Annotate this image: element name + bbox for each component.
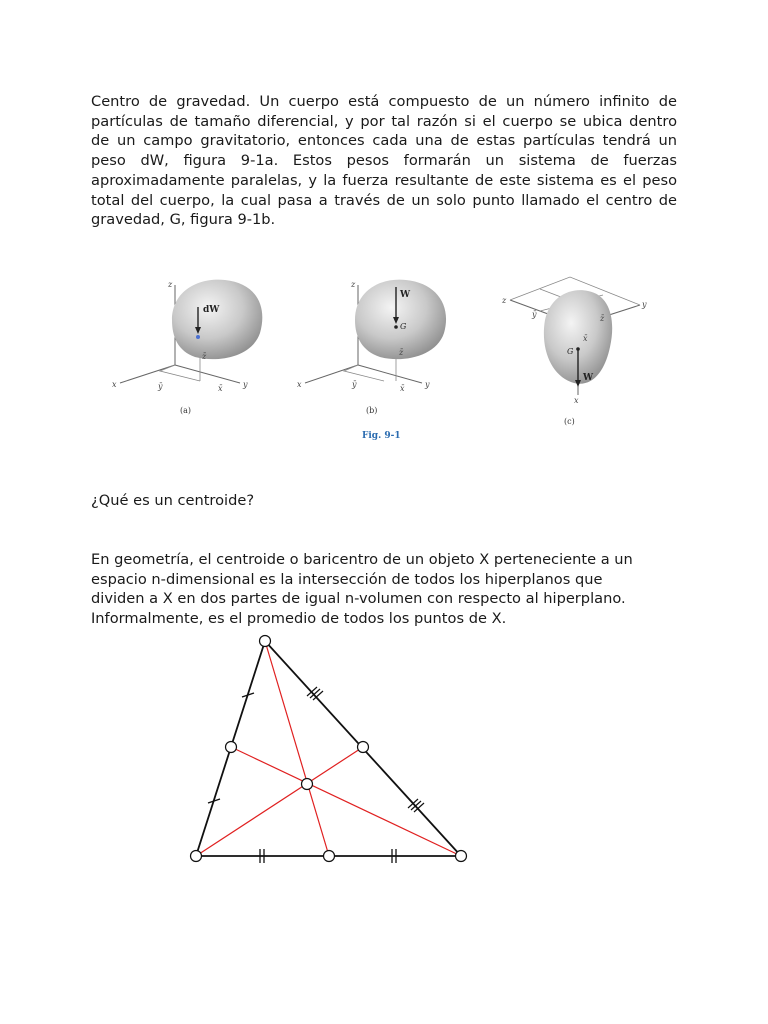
text-line: partículas de tamaño diferencial, y por tal razón si el cuerpo se ubica dentro — [91, 112, 677, 130]
panel-a — [112, 280, 262, 415]
midpoint-point — [358, 742, 369, 753]
axis-label-z: z — [502, 296, 507, 305]
panel-b — [297, 280, 446, 415]
text-line: gravedad, G, figura 9-1b. — [91, 211, 276, 229]
median-line — [196, 747, 363, 856]
force-label: W — [583, 373, 594, 383]
text-line: espacio n-dimensional es la intersección de todos los hiperplanos que — [91, 570, 603, 588]
triangle-centroid-diagram — [180, 630, 480, 870]
text-line: total del cuerpo, la cual pasa a través de un solo punto llamado el centro de — [91, 191, 677, 209]
axis-label-y: y — [642, 300, 647, 309]
text-line: aproximadamente paralelas, y la fuerza resultante de este sistema es el peso — [91, 171, 677, 189]
centroid-point — [302, 779, 313, 790]
vertex-point — [191, 851, 202, 862]
point-label: G — [567, 347, 574, 356]
axis-label-y: y — [425, 380, 430, 389]
axis-label-x: x — [297, 380, 302, 389]
paragraph-centroide — [91, 550, 677, 629]
panel-label: (a) — [180, 406, 192, 415]
axis-label-ybar: ȳ — [352, 380, 357, 389]
text-line: En geometría, el centroide o baricentro de un objeto X perteneciente a un — [91, 551, 633, 568]
axis-label-zbar: z̄ — [202, 352, 207, 361]
axis-label-xbar: x̄ — [400, 384, 405, 393]
text-line: de un campo gravitatorio, entonces cada una de estas partículas tendrá un — [91, 132, 677, 150]
axis-label-zbar: z̄ — [600, 314, 605, 323]
paragraph-centro-de-gravedad — [91, 92, 677, 230]
force-label: W — [400, 290, 411, 300]
axis-label-x: x — [574, 396, 579, 405]
text-line: Informalmente, es el promedio de todos los puntos de X. — [91, 610, 507, 628]
midpoint-point — [226, 742, 237, 753]
text-line: Centro de gravedad. Un cuerpo está compuesto de un número infinito de — [91, 93, 677, 110]
text-line: peso dW, figura 9-1a. Estos pesos formarán un sistema de fuerzas — [91, 152, 677, 170]
panel-c — [501, 277, 647, 426]
axis-label-ybar: ȳ — [158, 382, 163, 391]
rigid-body-blob — [172, 280, 262, 360]
median-line — [265, 641, 329, 856]
axis-label-z: z — [168, 280, 173, 289]
axis-label-xbar: x̄ — [218, 384, 223, 393]
axis-label-y: y — [243, 380, 248, 389]
axis-label-z: z — [351, 280, 356, 289]
text-line: dividen a X en dos partes de igual n-volumen con respecto al hiperplano. — [91, 590, 626, 608]
question-heading: ¿Qué es un centroide? — [91, 492, 255, 509]
midpoint-point — [324, 851, 335, 862]
vertex-point — [456, 851, 467, 862]
axis-label-x: x — [112, 380, 117, 389]
figure-9-1 — [100, 265, 660, 450]
point-label: G — [400, 322, 407, 331]
panel-label: (b) — [366, 406, 378, 415]
force-label: dW — [203, 305, 220, 315]
vertex-point — [260, 636, 271, 647]
median-line — [231, 747, 461, 856]
panel-label: (c) — [564, 417, 575, 426]
axis-label-ybar: ȳ — [532, 310, 537, 319]
axis-label-xbar: x̄ — [583, 334, 588, 343]
figure-caption: Fig. 9-1 — [362, 431, 401, 441]
axis-label-zbar: z̄ — [399, 348, 404, 357]
